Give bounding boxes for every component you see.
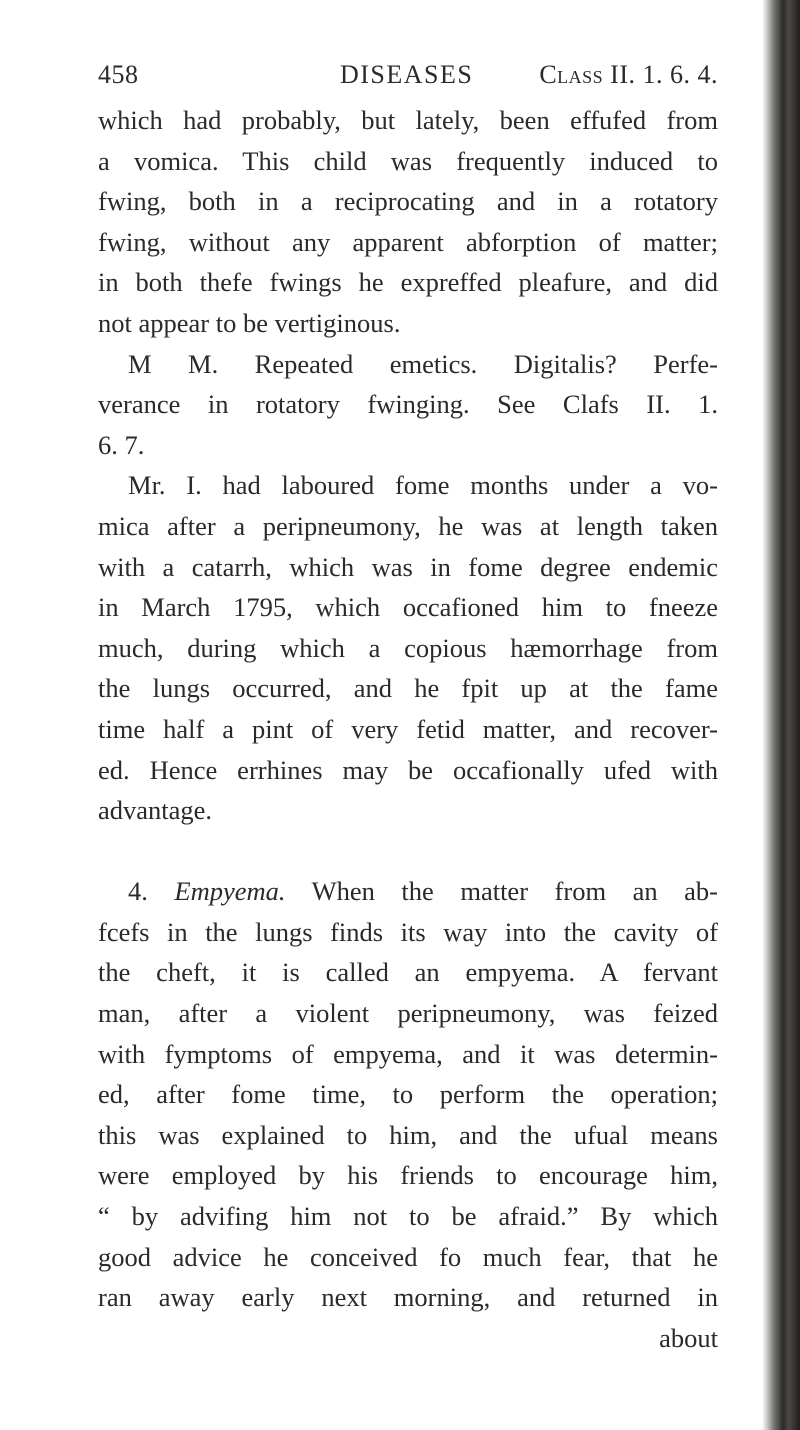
catchword: about [659, 1322, 718, 1353]
text-line: Mr. I. had laboured fome months under a vo- [128, 470, 718, 501]
text-line: advantage. [98, 795, 213, 826]
section-number: 4. [128, 876, 148, 907]
page-number: 458 [98, 60, 139, 89]
paragraph-4-empyema [98, 871, 718, 1358]
book-binding-edge [762, 0, 800, 1430]
paragraph-3 [98, 465, 718, 830]
text-line: much, during which a copious hæmorrhage from [98, 632, 718, 663]
text-line: fcefs in the lungs finds its way into the cavity of [98, 916, 718, 947]
text-line: fwing, without any apparent abforption of matter; [98, 226, 718, 257]
running-head [98, 60, 718, 100]
text-line: 6. 7. [98, 429, 145, 460]
text-line: man, after a violent peripneumony, was feized [98, 998, 718, 1029]
text-line: this was explained to him, and the ufual means [98, 1119, 718, 1150]
text-line: a vomica. This child was frequently induced to [98, 145, 718, 176]
text-line: ed, after fome time, to perform the operation; [98, 1079, 718, 1110]
text-line: in both thefe fwings he expreffed pleafure, and did [98, 267, 718, 298]
text-line: in March 1795, which occafioned him to fneeze [98, 592, 718, 623]
text-line: M M. Repeated emetics. Digitalis? Perfe- [128, 348, 718, 379]
section-heading-line [98, 871, 718, 912]
paragraph-2 [98, 344, 718, 466]
text-block [98, 60, 718, 1358]
text-line: with a catarrh, which was in fome degree endemic [98, 551, 718, 582]
text-line: which had probably, but lately, been effufed from [98, 105, 718, 135]
text-line: the lungs occurred, and he fpit up at the fame [98, 673, 718, 704]
section-title: DISEASES [340, 60, 474, 89]
text-line: “ by advifing him not to be afraid.” By which [98, 1201, 718, 1232]
text-line: mica after a peripneumony, he was at length taken [98, 510, 718, 541]
heading-line-text: When the matter from an ab- [311, 876, 718, 907]
text-line: ran away early next morning, and returned in [98, 1282, 718, 1313]
class-reference: Class II. 1. 6. 4. [539, 60, 718, 89]
text-line: time half a pint of very fetid matter, and recover- [98, 713, 718, 744]
text-line: verance in rotatory fwinging. See Clafs II. 1. [98, 389, 718, 420]
paragraph-1 [98, 100, 718, 344]
text-line: ed. Hence errhines may be occafionally ufed with [98, 754, 718, 785]
text-line: fwing, both in a reciprocating and in a rotatory [98, 186, 718, 217]
text-line: the cheft, it is called an empyema. A fervant [98, 957, 718, 988]
text-line: not appear to be vertiginous. [98, 307, 401, 338]
text-line: were employed by his friends to encourage him, [98, 1160, 718, 1191]
text-line: with fymptoms of empyema, and it was determin- [98, 1038, 718, 1069]
text-line: good advice he conceived fo much fear, that he [98, 1241, 718, 1272]
paragraph-gap [98, 831, 718, 872]
section-term: Empyema. [174, 876, 286, 907]
